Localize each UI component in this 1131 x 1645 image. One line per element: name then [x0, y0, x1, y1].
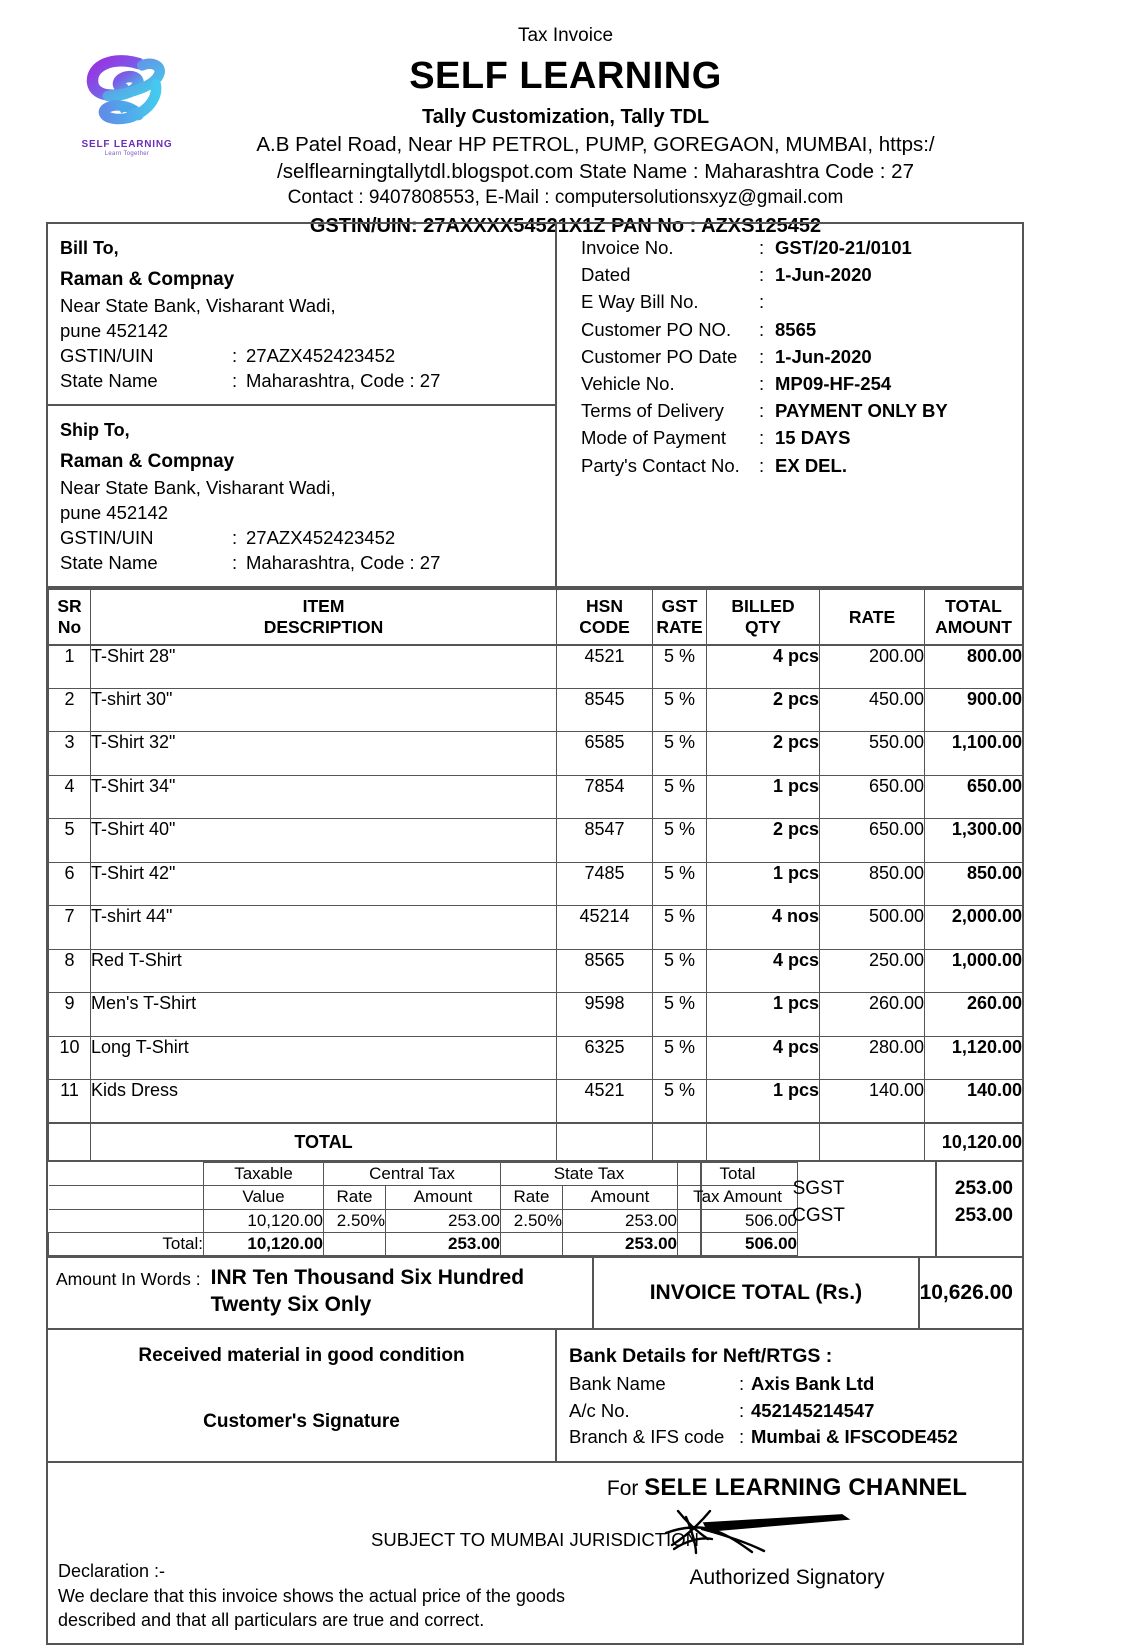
- logo-wordmark: SELF LEARNING: [81, 139, 173, 150]
- cell-hsn: 9598: [557, 993, 653, 1037]
- invoice-total-label: INVOICE TOTAL (Rs.): [594, 1258, 919, 1328]
- bill-to-state-value: Maharashtra, Code : 27: [246, 370, 441, 392]
- col-header-billed-qty: [707, 589, 820, 644]
- company-address-line-2: /selflearningtallytdl.blogspot.com State Name : Maharashtra Code : 27: [277, 159, 914, 183]
- table-row: [49, 775, 1023, 819]
- cell-gst: 5 %: [653, 1036, 707, 1080]
- jurisdiction-footer: SUBJECT TO MUMBAI JURISDICTION: [371, 1529, 699, 1550]
- cell-rate: 140.00: [820, 1080, 925, 1124]
- meta-value-customer-po-date: 1-Jun-2020: [775, 345, 872, 367]
- cell-gst: 5 %: [653, 993, 707, 1037]
- logo-tagline: Learn Together: [104, 151, 150, 157]
- cell-qty: 4 nos: [707, 906, 820, 950]
- col-header-item-description: [91, 589, 557, 644]
- cell-description: T-shirt 44": [91, 906, 557, 950]
- cell-description: T-Shirt 28": [91, 645, 557, 689]
- bill-to-address-1: Near State Bank, Visharant Wadi,: [60, 295, 336, 317]
- cell-qty: 1 pcs: [707, 775, 820, 819]
- meta-label-mode-of-payment: Mode of Payment: [581, 427, 726, 449]
- table-row: [49, 819, 1023, 863]
- invoice-body-frame: [46, 222, 1024, 1645]
- tax-data-central-rate: 2.50%: [324, 1209, 386, 1232]
- bank-row-account: [569, 1398, 1022, 1425]
- bill-to-name: Raman & Compnay: [60, 268, 235, 290]
- signature-channel-name: SELE LEARNING CHANNEL: [644, 1474, 968, 1502]
- col-header-sr-no: [49, 589, 91, 644]
- meta-sep-party-contact-no: :: [759, 454, 765, 476]
- table-row: [49, 645, 1023, 689]
- bank-details-block: [557, 1330, 1022, 1462]
- tax-header-total-tax-line1: Total: [678, 1163, 798, 1186]
- ship-to-gstin-value: 27AZX452423452: [246, 527, 396, 549]
- bill-to-state-row: [60, 369, 555, 394]
- cell-rate: 650.00: [820, 819, 925, 863]
- company-contact-line: Contact : 9407808553, E-Mail : computersolutionsxyz@gmail.com: [287, 186, 844, 208]
- col-header-hsn-line2: CODE: [579, 616, 630, 637]
- cell-hsn: 8545: [557, 688, 653, 732]
- cell-sr: 2: [49, 688, 91, 732]
- cell-sr: 1: [49, 645, 91, 689]
- received-and-bank-section: [48, 1330, 1022, 1464]
- bill-to-gstin-value: 27AZX452423452: [246, 345, 396, 367]
- tax-data-state-rate: 2.50%: [501, 1209, 563, 1232]
- col-header-total-amount: [925, 589, 1023, 644]
- tax-total-central-amount: 253.00: [386, 1232, 501, 1255]
- cell-rate: 260.00: [820, 993, 925, 1037]
- cell-amount: 900.00: [925, 688, 1023, 732]
- party-and-meta-row: [48, 224, 1022, 588]
- company-gstin-line: GSTIN/UIN: 27AXXXX54521X1Z PAN No : AZXS125452: [309, 214, 822, 237]
- col-header-qty-line2: QTY: [745, 616, 781, 637]
- cell-description: T-Shirt 34": [91, 775, 557, 819]
- meta-label-vehicle-no: Vehicle No.: [581, 372, 675, 394]
- declaration-line-1: We declare that this invoice shows the actual price of the goods: [58, 1585, 565, 1606]
- col-header-sr-line2: No: [57, 616, 82, 637]
- col-header-amt-line2: AMOUNT: [935, 616, 1012, 637]
- cell-rate: 850.00: [820, 862, 925, 906]
- gst-breakup-values: [937, 1162, 1022, 1256]
- cell-qty: 2 pcs: [707, 688, 820, 732]
- tax-header-blank-2: [49, 1186, 204, 1209]
- cell-description: T-shirt 30": [91, 688, 557, 732]
- cell-description: Men's T-Shirt: [91, 993, 557, 1037]
- meta-label-dated: Dated: [581, 264, 631, 286]
- bank-value-name: Axis Bank Ltd: [751, 1372, 875, 1394]
- declaration-and-signature-section: [48, 1463, 1022, 1645]
- tax-data-blank: [49, 1209, 204, 1232]
- meta-row-customer-po-date: [581, 343, 1022, 370]
- ship-to-block: [48, 404, 555, 586]
- bill-to-block: [48, 224, 555, 404]
- bank-row-name: [569, 1371, 1022, 1398]
- meta-sep-vehicle-no: :: [759, 372, 765, 394]
- tax-summary-table: [48, 1162, 798, 1256]
- cell-rate: 450.00: [820, 688, 925, 732]
- cell-qty: 1 pcs: [707, 862, 820, 906]
- col-header-rate: [820, 589, 925, 644]
- meta-row-dated: [581, 261, 1022, 288]
- ship-to-gstin-row: [60, 526, 555, 551]
- tax-summary-section: [48, 1162, 1022, 1258]
- cell-rate: 550.00: [820, 732, 925, 776]
- col-header-gst-line2: RATE: [656, 616, 703, 637]
- col-header-hsn-code: [557, 589, 653, 644]
- cell-gst: 5 %: [653, 862, 707, 906]
- cell-description: T-Shirt 32": [91, 732, 557, 776]
- meta-row-party-contact-no: [581, 452, 1022, 479]
- table-row: [49, 1080, 1023, 1124]
- cell-gst: 5 %: [653, 688, 707, 732]
- tax-header-taxable-line1: Taxable: [204, 1163, 324, 1186]
- col-header-rate-line1: RATE: [848, 606, 896, 627]
- ship-to-address-2: pune 452142: [60, 502, 169, 524]
- cell-rate: 500.00: [820, 906, 925, 950]
- cell-description: Kids Dress: [91, 1080, 557, 1124]
- meta-label-customer-po-date: Customer PO Date: [581, 345, 738, 367]
- cell-description: T-Shirt 40": [91, 819, 557, 863]
- total-row-blank-rate: [820, 1123, 925, 1161]
- table-row: [49, 1036, 1023, 1080]
- amount-in-words-label: Amount In Words :: [56, 1268, 201, 1289]
- meta-value-customer-po-no: 8565: [775, 318, 817, 340]
- meta-value-vehicle-no: MP09-HF-254: [775, 372, 892, 394]
- signature-for-line: [572, 1475, 1002, 1501]
- ship-to-state-value: Maharashtra, Code : 27: [246, 552, 441, 574]
- cell-gst: 5 %: [653, 949, 707, 993]
- bank-value-branch-ifsc: Mumbai & IFSCODE452: [751, 1426, 958, 1448]
- bill-to-address-2: pune 452142: [60, 320, 169, 342]
- meta-value-invoice-no: GST/20-21/0101: [775, 237, 912, 258]
- meta-row-mode-of-payment: [581, 424, 1022, 451]
- company-name: SELF LEARNING: [409, 54, 722, 97]
- meta-sep-customer-po-no: :: [759, 318, 765, 340]
- meta-value-dated: 1-Jun-2020: [775, 264, 872, 286]
- cell-gst: 5 %: [653, 732, 707, 776]
- tax-header-state-amount: Amount: [563, 1186, 678, 1209]
- meta-label-terms-of-delivery: Terms of Delivery: [581, 400, 724, 422]
- tax-header-central-rate: Rate: [324, 1186, 386, 1209]
- cell-sr: 6: [49, 862, 91, 906]
- ship-to-gstin-sep: :: [232, 527, 238, 549]
- bank-label-name: Bank Name: [569, 1372, 666, 1394]
- col-header-gst-rate: [653, 589, 707, 644]
- cell-rate: 200.00: [820, 645, 925, 689]
- invoice-meta-column: [557, 224, 1022, 586]
- declaration-line-2: described and that all particulars are true and correct.: [58, 1610, 485, 1631]
- cell-qty: 2 pcs: [707, 732, 820, 776]
- gst-name-cgst: CGST: [792, 1204, 845, 1226]
- tax-header-state-rate: Rate: [501, 1186, 563, 1209]
- bill-to-gstin-sep: :: [232, 345, 238, 367]
- cell-sr: 11: [49, 1080, 91, 1124]
- meta-sep-customer-po-date: :: [759, 345, 765, 367]
- tax-header-central-tax: Central Tax: [324, 1163, 501, 1186]
- meta-label-eway-bill: E Way Bill No.: [581, 291, 699, 313]
- col-header-desc-line2: DESCRIPTION: [263, 616, 384, 637]
- meta-row-eway-bill: [581, 288, 1022, 315]
- table-row: [49, 862, 1023, 906]
- total-row-blank-hsn: [557, 1123, 653, 1161]
- tax-header-taxable-line2: Value: [204, 1186, 324, 1209]
- meta-value-terms-of-delivery: PAYMENT ONLY BY: [775, 400, 948, 422]
- cell-gst: 5 %: [653, 775, 707, 819]
- invoice-header: [0, 0, 1131, 238]
- cell-qty: 1 pcs: [707, 1080, 820, 1124]
- items-total-row: [49, 1123, 1023, 1161]
- cell-sr: 10: [49, 1036, 91, 1080]
- meta-row-vehicle-no: [581, 370, 1022, 397]
- col-header-amt-line1: TOTAL: [945, 596, 1002, 617]
- meta-row-customer-po-no: [581, 316, 1022, 343]
- cell-rate: 280.00: [820, 1036, 925, 1080]
- meta-value-mode-of-payment: 15 DAYS: [775, 427, 851, 449]
- cell-amount: 140.00: [925, 1080, 1023, 1124]
- cell-sr: 5: [49, 819, 91, 863]
- bank-sep-name: :: [739, 1372, 745, 1394]
- gst-name-sgst: SGST: [792, 1178, 845, 1199]
- total-row-blank-gst: [653, 1123, 707, 1161]
- meta-value-party-contact-no: EX DEL.: [775, 454, 847, 476]
- col-header-qty-line1: BILLED: [731, 596, 795, 617]
- ship-to-state-sep: :: [232, 552, 238, 574]
- bank-row-branch-ifsc: [569, 1424, 1022, 1451]
- authorized-signatory-label: Authorized Signatory: [689, 1565, 885, 1589]
- meta-sep-mode-of-payment: :: [759, 427, 765, 449]
- company-logo: [63, 52, 191, 180]
- col-header-sr-line1: SR: [57, 596, 82, 617]
- tax-total-state-amount: 253.00: [563, 1232, 678, 1255]
- bank-value-account: 452145214547: [751, 1399, 875, 1421]
- cell-description: T-Shirt 42": [91, 862, 557, 906]
- table-row: [49, 993, 1023, 1037]
- cell-rate: 250.00: [820, 949, 925, 993]
- signature-for-word: For: [606, 1477, 639, 1501]
- ship-to-state-row: [60, 551, 555, 576]
- invoice-total-value: 10,626.00: [919, 1280, 1013, 1304]
- cell-sr: 8: [49, 949, 91, 993]
- meta-label-customer-po-no: Customer PO NO.: [581, 318, 732, 340]
- cell-hsn: 4521: [557, 1080, 653, 1124]
- total-row-blank-sr: [49, 1123, 91, 1161]
- cell-hsn: 45214: [557, 906, 653, 950]
- tax-data-row: [49, 1209, 798, 1232]
- cell-hsn: 7485: [557, 862, 653, 906]
- ship-to-title: Ship To,: [60, 420, 130, 441]
- cell-sr: 7: [49, 906, 91, 950]
- cell-sr: 9: [49, 993, 91, 1037]
- tax-header-blank: [49, 1163, 204, 1186]
- ship-to-gstin-label: GSTIN/UIN: [60, 527, 154, 549]
- meta-row-terms-of-delivery: [581, 397, 1022, 424]
- cell-hsn: 7854: [557, 775, 653, 819]
- gst-breakup-section: [702, 1162, 1022, 1256]
- bank-sep-branch-ifsc: :: [739, 1426, 745, 1448]
- cell-amount: 850.00: [925, 862, 1023, 906]
- tax-total-state-rate: [501, 1232, 563, 1255]
- received-material-block: [48, 1330, 557, 1462]
- meta-sep-dated: :: [759, 264, 765, 286]
- company-subtitle: Tally Customization, Tally TDL: [421, 105, 710, 128]
- col-header-desc-line1: ITEM: [302, 596, 345, 617]
- company-address-line-1: A.B Patel Road, Near HP PETROL, PUMP, GOREGAON, MUMBAI, https:/: [256, 132, 935, 156]
- cell-amount: 1,300.00: [925, 819, 1023, 863]
- cell-description: Long T-Shirt: [91, 1036, 557, 1080]
- meta-sep-eway-bill: :: [759, 291, 765, 313]
- cell-amount: 1,120.00: [925, 1036, 1023, 1080]
- bank-sep-account: :: [739, 1399, 745, 1421]
- gst-value-cgst: 253.00: [954, 1204, 1013, 1226]
- tax-header-state-tax: State Tax: [501, 1163, 678, 1186]
- party-column: [48, 224, 557, 586]
- tax-total-central-rate: [324, 1232, 386, 1255]
- col-header-hsn-line1: HSN: [586, 596, 623, 617]
- cell-hsn: 6325: [557, 1036, 653, 1080]
- bill-to-gstin-label: GSTIN/UIN: [60, 345, 154, 367]
- meta-sep-terms-of-delivery: :: [759, 400, 765, 422]
- declaration-title: Declaration :-: [58, 1560, 166, 1581]
- cell-gst: 5 %: [653, 645, 707, 689]
- gst-breakup-names: [702, 1162, 937, 1256]
- tax-data-central-amount: 253.00: [386, 1209, 501, 1232]
- tax-header-total-tax-line2: Tax Amount: [678, 1186, 798, 1209]
- cell-hsn: 4521: [557, 645, 653, 689]
- cell-amount: 260.00: [925, 993, 1023, 1037]
- bill-to-gstin-row: [60, 344, 555, 369]
- cell-gst: 5 %: [653, 1080, 707, 1124]
- cell-amount: 650.00: [925, 775, 1023, 819]
- gst-value-sgst: 253.00: [954, 1178, 1013, 1199]
- amount-in-words-value: INR Ten Thousand Six Hundred Twenty Six Only: [210, 1265, 525, 1316]
- tax-data-taxable-value: 10,120.00: [204, 1209, 324, 1232]
- bill-to-title: Bill To,: [60, 238, 119, 258]
- logo-swirl-icon: [79, 52, 175, 138]
- cell-qty: 4 pcs: [707, 645, 820, 689]
- table-row: [49, 906, 1023, 950]
- tax-data-state-amount: 253.00: [563, 1209, 678, 1232]
- tax-total-row: [49, 1232, 798, 1255]
- declaration-block: [58, 1559, 565, 1633]
- bill-to-state-label: State Name: [60, 370, 158, 392]
- table-row: [49, 688, 1023, 732]
- meta-sep-invoice-no: :: [759, 237, 765, 258]
- tax-total-label: Total:: [49, 1232, 204, 1255]
- tax-invoice-label: Tax Invoice: [517, 25, 614, 46]
- bank-details-title: Bank Details for Neft/RTGS :: [569, 1344, 833, 1367]
- cell-amount: 1,000.00: [925, 949, 1023, 993]
- received-condition-text: Received material in good condition: [138, 1344, 465, 1366]
- table-row: [49, 732, 1023, 776]
- tax-total-total-tax: 506.00: [678, 1232, 798, 1255]
- ship-to-name: Raman & Compnay: [60, 450, 235, 472]
- customer-signature-label: Customer's Signature: [203, 1411, 400, 1433]
- bill-to-state-sep: :: [232, 370, 238, 392]
- cell-hsn: 8547: [557, 819, 653, 863]
- cell-hsn: 6585: [557, 732, 653, 776]
- ship-to-state-label: State Name: [60, 552, 158, 574]
- total-row-label: TOTAL: [91, 1123, 557, 1161]
- cell-qty: 4 pcs: [707, 949, 820, 993]
- cell-amount: 2,000.00: [925, 906, 1023, 950]
- cell-description: Red T-Shirt: [91, 949, 557, 993]
- tax-header-central-amount: Amount: [386, 1186, 501, 1209]
- bank-label-account: A/c No.: [569, 1399, 630, 1421]
- line-items-body: [49, 645, 1023, 1162]
- meta-row-invoice-no: [581, 234, 1022, 261]
- total-row-amount: 10,120.00: [925, 1123, 1023, 1161]
- cell-sr: 4: [49, 775, 91, 819]
- cell-qty: 4 pcs: [707, 1036, 820, 1080]
- amount-in-words-section: [48, 1258, 1022, 1330]
- table-row: [49, 949, 1023, 993]
- cell-gst: 5 %: [653, 906, 707, 950]
- tax-total-taxable-value: 10,120.00: [204, 1232, 324, 1255]
- col-header-gst-line1: GST: [661, 596, 698, 617]
- meta-label-invoice-no: Invoice No.: [581, 237, 674, 258]
- meta-label-party-contact-no: Party's Contact No.: [581, 454, 740, 476]
- tax-header-row-2: [49, 1186, 798, 1209]
- total-row-blank-qty: [707, 1123, 820, 1161]
- line-items-header-row: [49, 589, 1023, 644]
- cell-qty: 2 pcs: [707, 819, 820, 863]
- cell-amount: 800.00: [925, 645, 1023, 689]
- cell-hsn: 8565: [557, 949, 653, 993]
- amount-in-words-left: [48, 1258, 594, 1328]
- cell-amount: 1,100.00: [925, 732, 1023, 776]
- tax-summary-table-wrap: [48, 1162, 798, 1256]
- cell-rate: 650.00: [820, 775, 925, 819]
- cell-qty: 1 pcs: [707, 993, 820, 1037]
- cell-sr: 3: [49, 732, 91, 776]
- cell-gst: 5 %: [653, 819, 707, 863]
- line-items-table: [48, 588, 1023, 1162]
- bank-label-branch-ifsc: Branch & IFS code: [569, 1426, 725, 1448]
- ship-to-address-1: Near State Bank, Visharant Wadi,: [60, 477, 336, 499]
- tax-header-row-1: [49, 1163, 798, 1186]
- tax-data-total-tax: 506.00: [678, 1209, 798, 1232]
